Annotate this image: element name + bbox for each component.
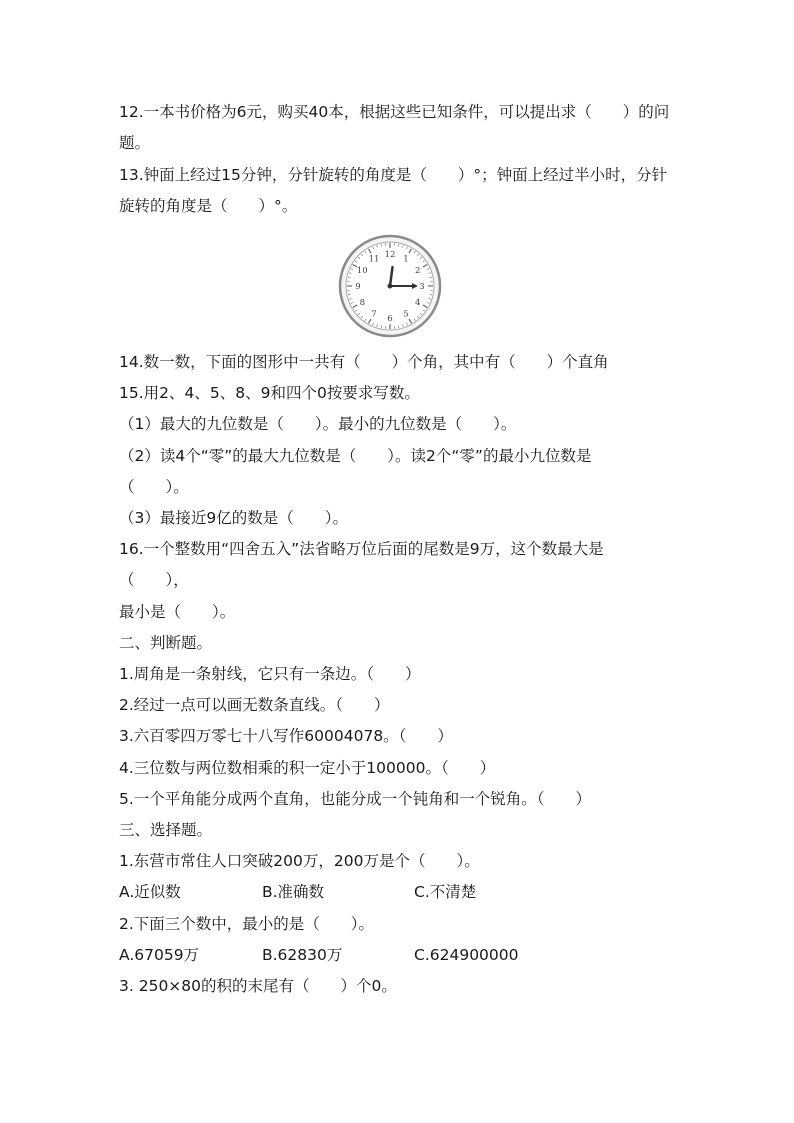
q13-line2: 旋转的角度是（ ）°。 <box>119 197 298 215</box>
clock-number: 7 <box>371 309 377 320</box>
choice-q2-stem: 2.下面三个数中，最小的是（ ）。 <box>119 915 375 933</box>
choice-q1-option-b: B.准确数 <box>262 883 325 901</box>
clock-number: 10 <box>356 266 368 276</box>
q15-part2-line2: （ ）。 <box>119 478 189 496</box>
clock-number: 12 <box>384 250 396 260</box>
choice-q2-option-c: C.624900000 <box>414 946 519 964</box>
clock-number: 11 <box>368 254 380 265</box>
q15-part3: （3）最接近9亿的数是（ ）。 <box>119 509 348 527</box>
q14-text: 14.数一数，下面的图形中一共有（ ）个角，其中有（ ）个直角 <box>119 353 609 371</box>
clock-number: 9 <box>355 282 361 292</box>
clock-number: 3 <box>419 282 425 292</box>
section3-title: 三、选择题。 <box>119 821 213 839</box>
judge-item-4: 4.三位数与两位数相乘的积一定小于100000。（ ） <box>119 759 496 777</box>
q12-line2: 题。 <box>119 134 151 152</box>
choice-q1-option-c: C.不清楚 <box>414 883 477 901</box>
judge-item-1: 1.周角是一条射线，它只有一条边。（ ） <box>119 665 421 683</box>
choice-q2-option-a: A.67059万 <box>119 946 200 964</box>
q15-stem: 15.用2、4、5、8、9和四个0按要求写数。 <box>119 384 420 402</box>
judge-item-2: 2.经过一点可以画无数条直线。（ ） <box>119 696 390 714</box>
clock-number: 5 <box>403 309 409 320</box>
clock-face-figure <box>338 234 442 338</box>
q15-part1: （1）最大的九位数是（ ）。最小的九位数是（ ）。 <box>119 415 517 433</box>
judge-item-3: 3.六百零四万零七十八写作60004078。（ ） <box>119 727 453 745</box>
clock-number: 6 <box>387 314 393 324</box>
clock-number: 4 <box>415 298 421 308</box>
q15-part2-line1: （2）读4个“零”的最大九位数是（ ）。读2个“零”的最小九位数是 <box>119 447 592 465</box>
clock-number: 1 <box>403 254 409 265</box>
choice-q3-stem: 3. 250×80的积的末尾有（ ）个0。 <box>119 977 397 995</box>
choice-q1-stem: 1.东营市常住人口突破200万，200万是个（ ）。 <box>119 852 480 870</box>
choice-q2-option-b: B.62830万 <box>262 946 343 964</box>
clock-number: 8 <box>359 298 365 308</box>
q12-line1: 12.一本书价格为6元，购买40本，根据这些已知条件，可以提出求（ ）的问 <box>119 103 670 121</box>
section2-title: 二、判断题。 <box>119 634 213 652</box>
q16-line3: 最小是（ ）。 <box>119 603 236 621</box>
q16-line2: （ ）， <box>119 571 189 589</box>
clock-number: 2 <box>415 266 421 276</box>
choice-q1-option-a: A.近似数 <box>119 883 181 901</box>
q16-line1: 16.一个整数用“四舍五入”法省略万位后面的尾数是9万，这个数最大是 <box>119 540 604 558</box>
judge-item-5: 5.一个平角能分成两个直角，也能分成一个钝角和一个锐角。（ ） <box>119 790 592 808</box>
q13-line1: 13.钟面上经过15分钟，分针旋转的角度是（ ）°；钟面上经过半小时，分针 <box>119 166 668 184</box>
clock-center-pin <box>388 284 393 289</box>
